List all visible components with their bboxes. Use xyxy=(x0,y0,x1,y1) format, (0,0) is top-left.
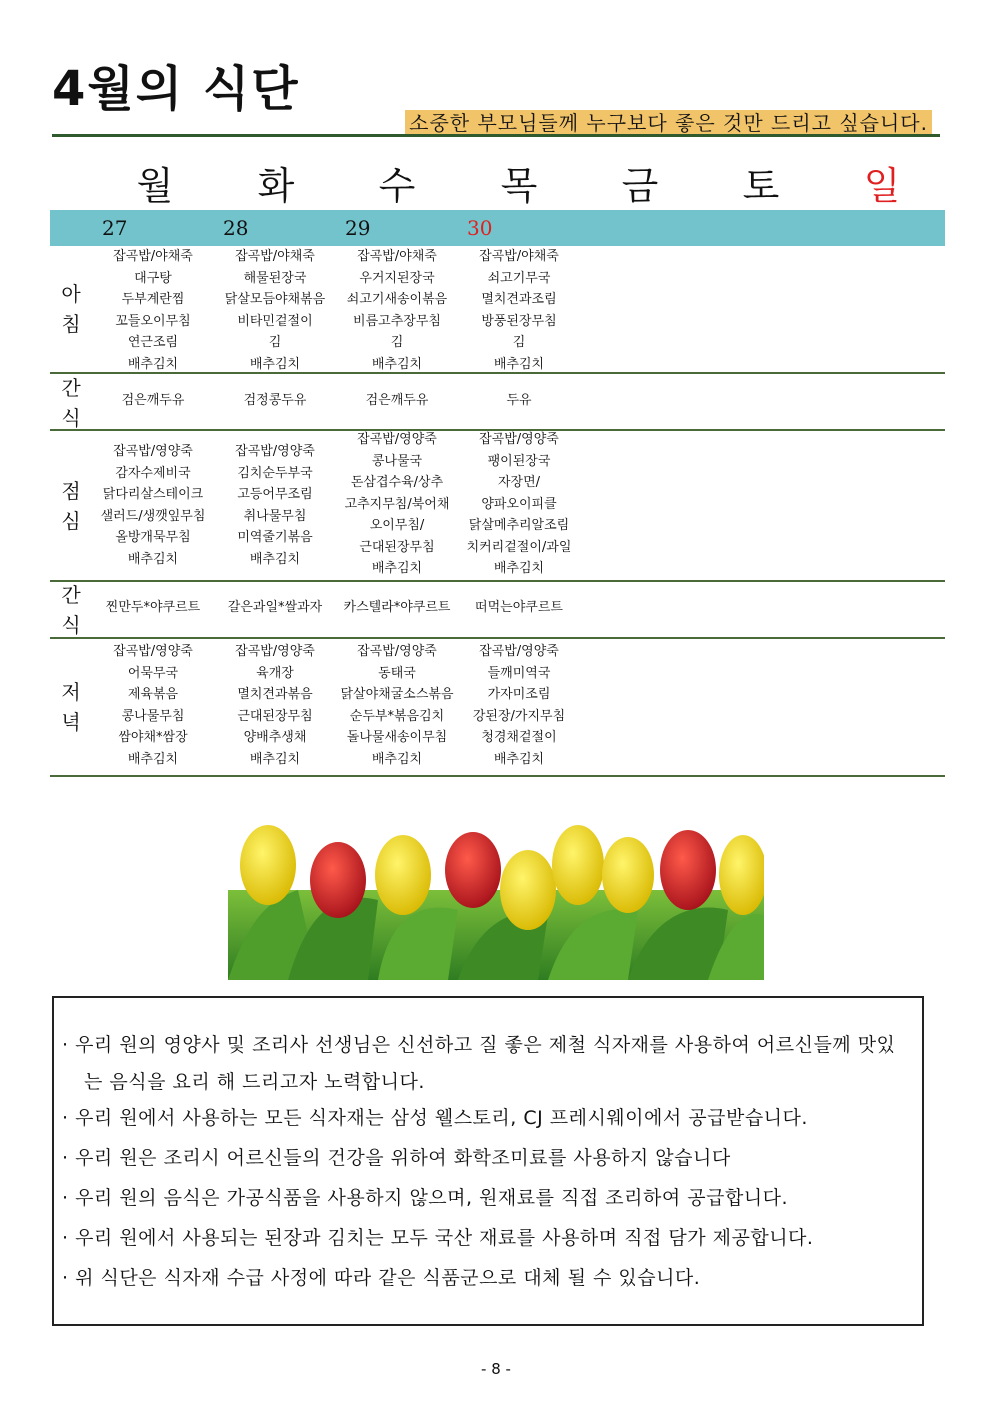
menu-item: 잡곡밥/영양죽 xyxy=(113,644,193,659)
menu-cell-wed xyxy=(337,429,457,580)
menu-item: 떠먹는야쿠르트 xyxy=(475,600,563,615)
menu-item: 가자미조림 xyxy=(487,687,551,702)
meal-row-snack-pm xyxy=(50,582,945,639)
menu-item: 김 xyxy=(512,335,526,350)
menu-item: 쇠고기새송이볶음 xyxy=(346,292,448,307)
menu-item: 치커리겉절이/과일 xyxy=(466,539,572,555)
meal-label-char: 식 xyxy=(61,613,81,637)
menu-item: 근대된장무침 xyxy=(359,539,435,555)
menu-item: 배추김치 xyxy=(371,561,423,576)
menu-item: 쇠고기무국 xyxy=(487,270,551,286)
date-tue: 28 xyxy=(223,216,249,240)
menu-item: 배추김치 xyxy=(127,551,179,567)
menu-item: 검은깨두유 xyxy=(365,393,429,408)
menu-item: 콩나물무침 xyxy=(121,708,185,724)
weekday-sat: 토 xyxy=(742,164,780,208)
notice-item: · 우리 원의 영양사 및 조리사 선생님은 신선하고 질 좋은 제철 식자재를 사용하여 어르신들께 맛있 xyxy=(62,1034,896,1056)
notice-item: 는 음식을 요리 해 드리고자 노력합니다. xyxy=(84,1071,425,1093)
menu-item: 카스텔라*야쿠르트 xyxy=(343,600,451,615)
menu-item: 쌈야채*쌈장 xyxy=(118,730,188,745)
menu-cell-thu xyxy=(459,429,579,580)
menu-item: 청경채겉절이 xyxy=(481,730,557,745)
menu-cell-thu xyxy=(459,246,579,375)
menu-item: 돈삼겹수육/상추 xyxy=(350,475,444,490)
meal-label-char: 저 xyxy=(61,680,81,704)
menu-item: 멸치견과조림 xyxy=(481,292,557,307)
menu-item: 콩나물국 xyxy=(371,453,423,469)
menu-item: 배추김치 xyxy=(493,561,545,576)
page-title: 4월의 식단 xyxy=(52,61,300,117)
menu-item: 닭살메추리알조림 xyxy=(468,518,570,533)
tulip-yellow-3 xyxy=(500,850,556,930)
menu-item: 올방개묵무침 xyxy=(115,530,191,545)
menu-cell-mon xyxy=(93,441,213,570)
meal-label-char: 심 xyxy=(61,509,81,533)
weekday-sun: 일 xyxy=(863,164,901,208)
menu-item: 우거지된장국 xyxy=(359,270,435,286)
notice-item: · 우리 원에서 사용하는 모든 식자재는 삼성 웰스토리, CJ 프레시웨이에서 공급받습니다. xyxy=(62,1107,808,1129)
meal-label-char: 점 xyxy=(61,479,81,503)
notice-item: · 우리 원에서 사용되는 된장과 김치는 모두 국산 재료를 사용하며 직접 담가 제공합니다. xyxy=(62,1227,814,1249)
tulip-yellow-2 xyxy=(375,835,431,915)
meal-label-snack-pm xyxy=(50,580,92,640)
tulip-red-1 xyxy=(310,842,366,918)
menu-cell-tue xyxy=(215,597,335,619)
meal-label-char: 간 xyxy=(61,376,81,400)
menu-item: 연근조림 xyxy=(127,335,179,350)
tulip-yellow-1 xyxy=(240,825,296,905)
menu-item: 비름고추장무침 xyxy=(353,313,441,329)
weekday-wed: 수 xyxy=(378,164,416,208)
menu-cell-wed xyxy=(337,641,457,770)
menu-item: 김 xyxy=(390,335,404,350)
menu-item: 고등어무조림 xyxy=(237,487,313,502)
meal-label-char: 식 xyxy=(61,406,81,430)
menu-item: 강된장/가지무침 xyxy=(472,708,566,724)
menu-item: 갈은과일*쌀과자 xyxy=(227,600,323,615)
menu-item: 제육볶음 xyxy=(127,687,179,702)
menu-item: 배추김치 xyxy=(371,751,423,767)
menu-item: 잡곡밥/야채죽 xyxy=(235,249,315,264)
menu-item: 잡곡밥/영양죽 xyxy=(479,644,559,659)
date-mon: 27 xyxy=(102,216,128,240)
menu-item: 비타민겉절이 xyxy=(237,313,313,329)
page-number: - 8 - xyxy=(481,1360,511,1378)
meal-label-char: 녁 xyxy=(61,710,81,734)
menu-item: 닭살야채굴소스볶음 xyxy=(340,687,454,702)
weekday-tue: 화 xyxy=(257,164,295,208)
menu-item: 자장면/ xyxy=(497,475,541,490)
menu-item: 김치순두부국 xyxy=(237,465,313,481)
meal-row-breakfast xyxy=(50,246,945,374)
menu-item: 배추김치 xyxy=(493,751,545,767)
weekday-thu: 목 xyxy=(500,164,538,208)
menu-cell-tue xyxy=(215,641,335,770)
menu-item: 배추김치 xyxy=(249,551,301,567)
meal-label-lunch xyxy=(50,476,92,536)
menu-cell-tue xyxy=(215,441,335,570)
meal-row-snack-am xyxy=(50,374,945,431)
meal-label-char: 침 xyxy=(61,312,81,336)
menu-item: 검은깨두유 xyxy=(121,393,185,408)
menu-item: 찐만두*야쿠르트 xyxy=(105,600,201,615)
menu-item: 어묵무국 xyxy=(127,665,179,681)
menu-item: 순두부*볶음김치 xyxy=(349,708,445,724)
menu-item: 두부계란찜 xyxy=(121,292,185,307)
menu-item: 양파오이피클 xyxy=(481,496,557,512)
notice-item: · 우리 원은 조리시 어르신들의 건강을 위하여 화학조미료를 사용하지 않습니다 xyxy=(62,1147,731,1169)
weekday-header xyxy=(50,155,945,207)
menu-item: 멸치견과볶음 xyxy=(237,687,313,702)
menu-cell-wed xyxy=(337,597,457,619)
menu-item: 잡곡밥/영양죽 xyxy=(357,644,437,659)
meal-label-char: 간 xyxy=(61,583,81,607)
meal-label-breakfast xyxy=(50,279,92,339)
menu-item: 취나물무침 xyxy=(243,508,307,524)
menu-item: 고추지무침/북어채 xyxy=(344,496,450,512)
menu-item: 오이무침/ xyxy=(369,518,425,533)
menu-item: 배추김치 xyxy=(371,356,423,372)
meal-label-dinner xyxy=(50,677,92,737)
menu-cell-thu xyxy=(459,597,579,619)
meal-label-char: 아 xyxy=(61,282,81,306)
menu-item: 육개장 xyxy=(256,665,294,681)
tulip-yellow-4 xyxy=(552,825,604,905)
menu-item: 들깨미역국 xyxy=(487,665,551,681)
date-wed: 29 xyxy=(345,216,371,240)
menu-item: 닭살모듬야채볶음 xyxy=(224,292,326,307)
menu-item: 잡곡밥/영양죽 xyxy=(357,432,437,447)
menu-cell-wed xyxy=(337,246,457,375)
date-bar xyxy=(50,210,945,246)
menu-item: 닭다리살스테이크 xyxy=(102,487,204,502)
menu-item: 배추김치 xyxy=(127,751,179,767)
notice-item: · 위 식단은 식자재 수급 사정에 따라 같은 식품군으로 대체 될 수 있습니다. xyxy=(62,1267,701,1289)
menu-item: 대구탕 xyxy=(134,270,172,286)
menu-cell-tue xyxy=(215,246,335,375)
tulip-yellow-5 xyxy=(602,837,654,913)
menu-item: 배추김치 xyxy=(493,356,545,372)
menu-item: 미역줄기볶음 xyxy=(237,530,313,545)
menu-cell-wed xyxy=(337,390,457,412)
tulip-red-3 xyxy=(660,830,716,910)
meal-row-dinner xyxy=(50,639,945,777)
menu-item: 잡곡밥/영양죽 xyxy=(235,644,315,659)
date-thu: 30 xyxy=(467,216,493,240)
menu-item: 해물된장국 xyxy=(243,270,307,286)
subtitle-banner: 소중한 부모님들께 누구보다 좋은 것만 드리고 싶습니다. xyxy=(405,110,932,136)
menu-item: 배추김치 xyxy=(249,356,301,372)
menu-item: 잡곡밥/영양죽 xyxy=(479,432,559,447)
menu-cell-mon xyxy=(93,390,213,412)
weekday-mon: 월 xyxy=(136,164,174,208)
menu-item: 잡곡밥/영양죽 xyxy=(113,444,193,459)
menu-item: 두유 xyxy=(506,393,532,408)
menu-item: 감자수제비국 xyxy=(115,465,191,481)
menu-item: 샐러드/생깻잎무침 xyxy=(100,508,206,524)
menu-item: 동태국 xyxy=(378,665,416,681)
weekday-fri: 금 xyxy=(621,164,659,208)
menu-cell-mon xyxy=(93,597,213,619)
tulip-red-2 xyxy=(445,832,501,908)
menu-cell-mon xyxy=(93,246,213,375)
menu-cell-mon xyxy=(93,641,213,770)
menu-item: 배추김치 xyxy=(249,751,301,767)
menu-cell-thu xyxy=(459,390,579,412)
notice-box xyxy=(52,996,924,1326)
menu-item: 배추김치 xyxy=(127,356,179,372)
menu-item: 꼬들오이무침 xyxy=(115,313,191,329)
menu-item: 잡곡밥/야채죽 xyxy=(479,249,559,264)
menu-cell-tue xyxy=(215,390,335,412)
meal-label-snack-am xyxy=(50,373,92,433)
menu-item: 양배추생채 xyxy=(243,730,307,745)
menu-cell-thu xyxy=(459,641,579,770)
menu-item: 근대된장무침 xyxy=(237,708,313,724)
menu-item: 김 xyxy=(268,335,282,350)
menu-item: 잡곡밥/영양죽 xyxy=(235,444,315,459)
menu-item: 검정콩두유 xyxy=(243,393,307,408)
tulip-image xyxy=(228,820,764,980)
menu-item: 돌나물새송이무침 xyxy=(346,730,448,745)
notice-item: · 우리 원의 음식은 가공식품을 사용하지 않으며, 원재료를 직접 조리하여 공급합니다. xyxy=(62,1187,789,1209)
meal-row-lunch xyxy=(50,431,945,582)
menu-item: 팽이된장국 xyxy=(487,453,551,469)
menu-item: 잡곡밥/야채죽 xyxy=(357,249,437,264)
menu-item: 방풍된장무침 xyxy=(481,313,557,329)
menu-item: 잡곡밥/야채죽 xyxy=(113,249,193,264)
title-divider xyxy=(52,134,940,137)
